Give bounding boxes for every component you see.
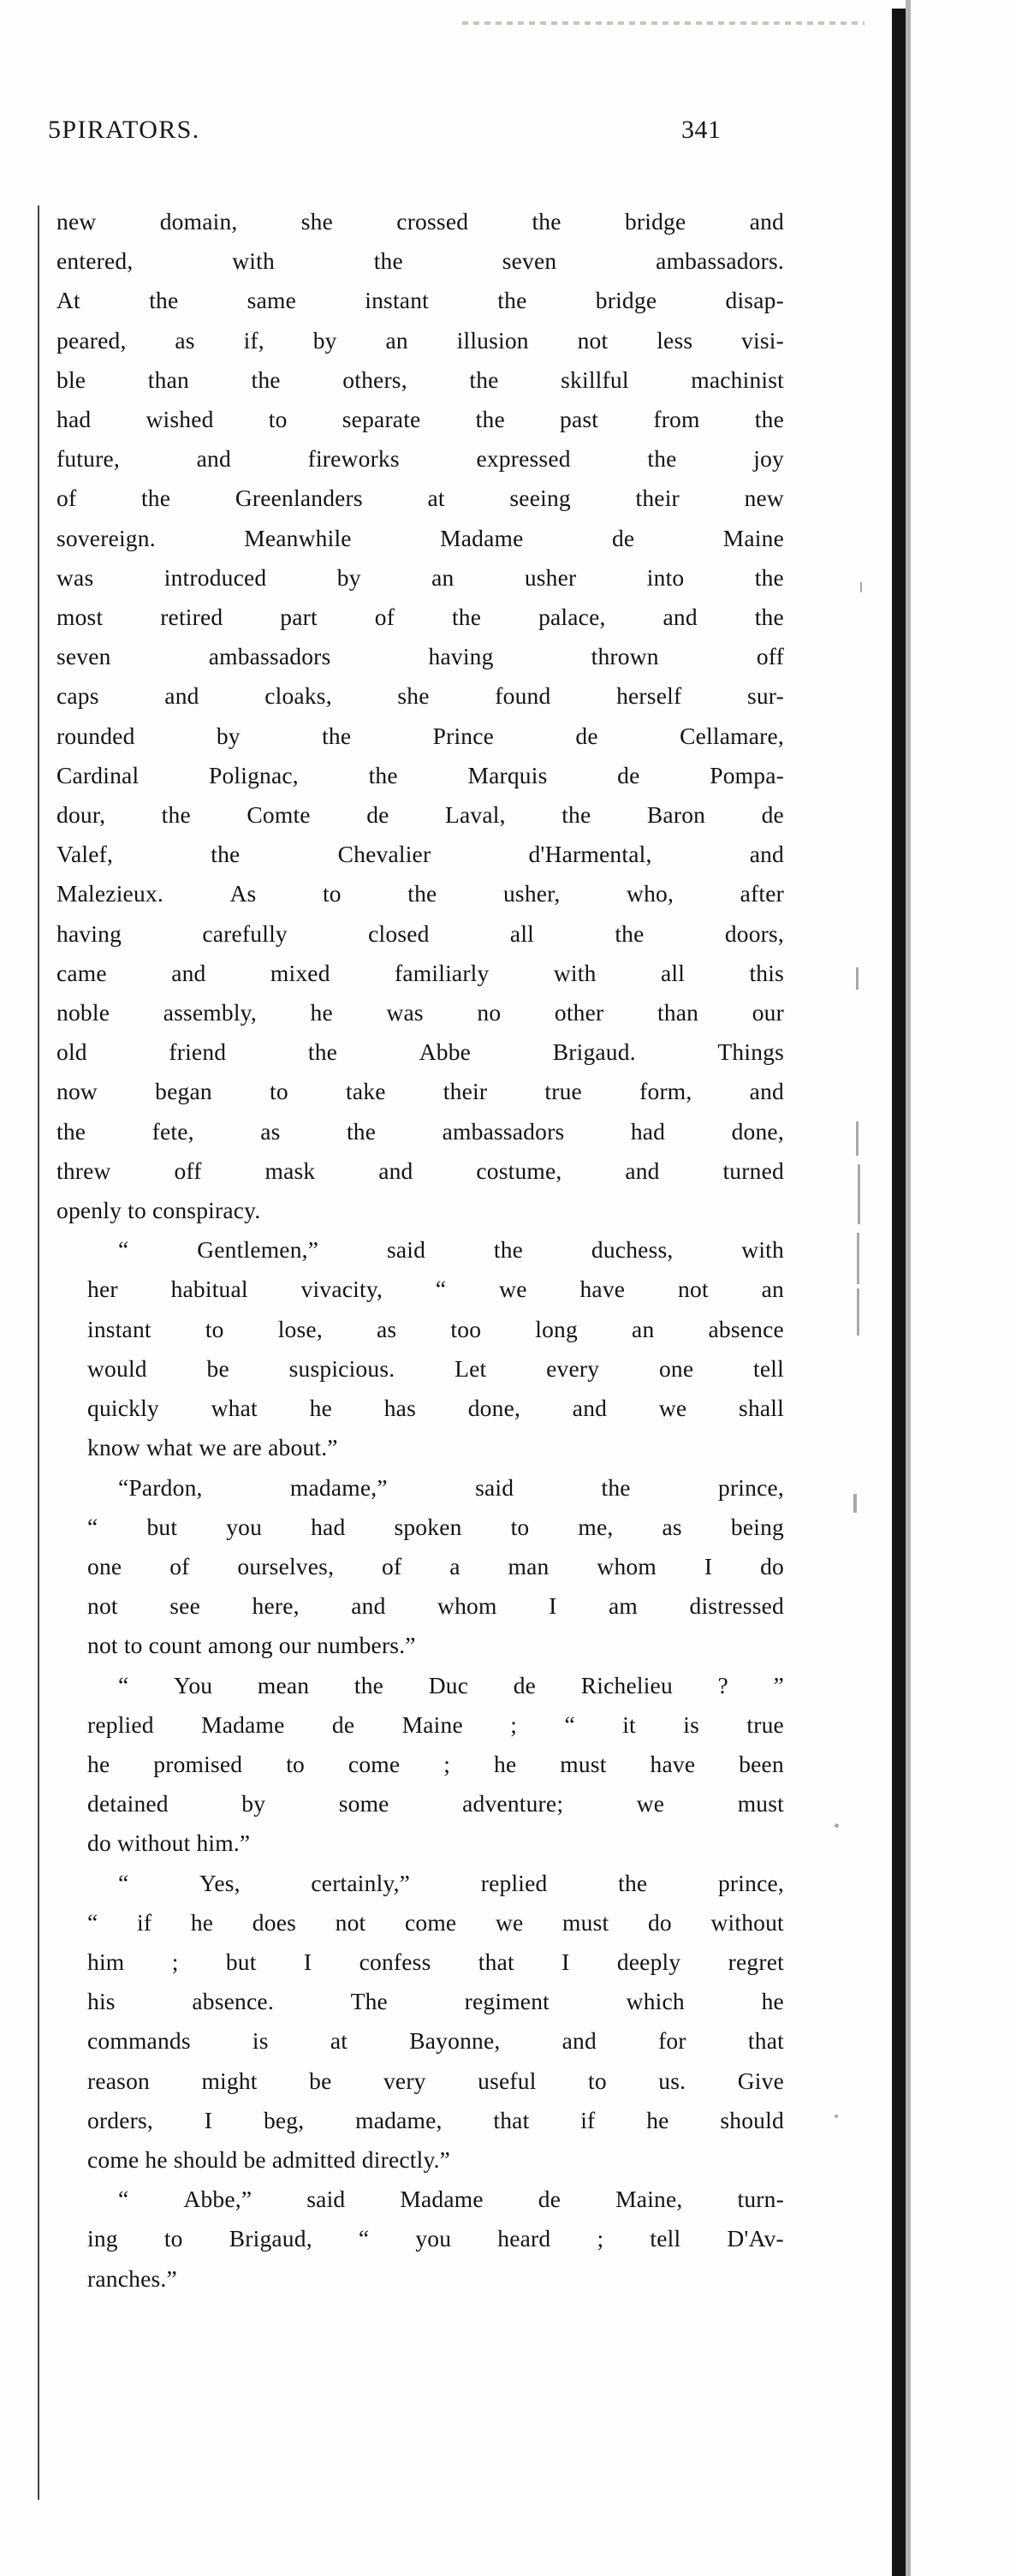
paragraph <box>56 1230 784 1467</box>
text-line: caps and cloaks, she found herself sur- <box>56 682 784 710</box>
scan-noise-margin <box>864 0 1016 2576</box>
text-line: seven ambassadors having thrown off <box>56 643 784 670</box>
text-line: ranches.” <box>87 2264 177 2292</box>
scan-speck <box>856 1121 859 1156</box>
text-line: threw off mask and costume, and turned <box>56 1157 784 1184</box>
text-line: the fete, as the ambassadors had done, <box>56 1117 784 1145</box>
text-line: know what we are about.” <box>87 1434 338 1461</box>
text-line: had wished to separate the past from the <box>56 406 784 433</box>
text-line: having carefully closed all the doors, <box>56 919 784 947</box>
text-column-rule <box>38 205 39 2500</box>
text-line: future, and fireworks expressed the joy <box>56 445 784 473</box>
paragraph <box>56 1864 784 2180</box>
text-line: rounded by the Prince de Cellamare, <box>56 722 784 749</box>
text-line: now began to take their true form, and <box>56 1078 784 1105</box>
text-line: not see here, and whom I am distressed <box>87 1592 784 1620</box>
text-line: replied Madame de Maine ; “ it is true <box>87 1710 784 1738</box>
text-line: Valef, the Chevalier d'Harmental, and <box>56 841 784 868</box>
text-line: detained by some adventure; we must <box>87 1790 784 1817</box>
text-line: noble assembly, he was no other than our <box>56 999 784 1026</box>
text-line: instant to lose, as too long an absence <box>87 1315 784 1342</box>
text-line: peared, as if, by an illusion not less visi- <box>56 326 784 354</box>
text-line: quickly what he has done, and we shall <box>87 1395 784 1422</box>
text-line: “ but you had spoken to me, as being <box>87 1513 784 1540</box>
text-line: “ Gentlemen,” said the duchess, with <box>118 1236 784 1264</box>
scan-speck <box>857 1288 859 1336</box>
text-line: came and mixed familiarly with all this <box>56 959 784 986</box>
text-line: “ You mean the Duc de Richelieu ? ” <box>118 1671 784 1698</box>
text-line: him ; but I confess that I deeply regret <box>87 1948 784 1975</box>
scan-speck <box>835 2115 838 2118</box>
text-line: sovereign. Meanwhile Madame de Maine <box>56 524 784 551</box>
text-line: At the same instant the bridge disap- <box>56 287 784 314</box>
text-line: new domain, she crossed the bridge and <box>56 208 784 235</box>
text-line: entered, with the seven ambassadors. <box>56 247 784 275</box>
text-line: “Pardon, madame,” said the prince, <box>118 1473 784 1501</box>
text-line: of the Greenlanders at seeing their new <box>56 485 784 512</box>
text-line: “ if he does not come we must do without <box>87 1908 784 1936</box>
book-gutter-shadow <box>892 9 906 2576</box>
scan-speck <box>835 1823 839 1828</box>
text-line: “ Yes, certainly,” replied the prince, <box>118 1869 784 1896</box>
page-number: 341 <box>681 116 722 144</box>
paragraph <box>56 1468 784 1666</box>
running-head <box>48 116 818 145</box>
text-line: his absence. The regiment which he <box>87 1988 784 2015</box>
text-line: was introduced by an usher into the <box>56 563 784 591</box>
text-line: reason might be very useful to us. Give <box>87 2067 784 2094</box>
text-line: would be suspicious. Let every one tell <box>87 1354 784 1382</box>
text-line: Cardinal Polignac, the Marquis de Pompa- <box>56 761 784 788</box>
text-line: he promised to come ; he must have been <box>87 1750 784 1777</box>
text-line: orders, I beg, madame, that if he should <box>87 2106 784 2133</box>
text-line: old friend the Abbe Brigaud. Things <box>56 1038 784 1066</box>
scan-speck <box>857 1233 859 1284</box>
text-line: one of ourselves, of a man whom I do <box>87 1552 784 1580</box>
text-line: most retired part of the palace, and the <box>56 604 784 631</box>
text-line: her habitual vivacity, “ we have not an <box>87 1276 784 1303</box>
text-line: Malezieux. As to the usher, who, after <box>56 880 784 907</box>
paragraph <box>56 1666 784 1864</box>
body-text-column <box>56 202 784 2299</box>
text-line: not to count among our numbers.” <box>87 1632 416 1659</box>
text-line: ble than the others, the skillful machinist <box>56 366 784 393</box>
scan-speck <box>860 582 862 592</box>
text-line: come he should be admitted directly.” <box>87 2145 451 2173</box>
text-line: ing to Brigaud, “ you heard ; tell D'Av- <box>87 2225 784 2252</box>
scan-speck <box>858 1164 860 1224</box>
scan-speck <box>853 1494 857 1513</box>
text-line: dour, the Comte de Laval, the Baron de <box>56 801 784 829</box>
paragraph <box>56 202 784 1230</box>
paragraph <box>56 2180 784 2299</box>
text-line: openly to conspiracy. <box>56 1197 261 1224</box>
text-line: commands is at Bayonne, and for that <box>87 2027 784 2055</box>
text-line: do without him.” <box>87 1829 251 1857</box>
scan-speck <box>856 967 859 990</box>
running-head-title: 5PIRATORS. <box>48 116 200 144</box>
text-line: “ Abbe,” said Madame de Maine, turn- <box>118 2186 784 2213</box>
scan-artifact-top <box>462 21 864 25</box>
book-gutter-soft-edge <box>906 0 911 2576</box>
